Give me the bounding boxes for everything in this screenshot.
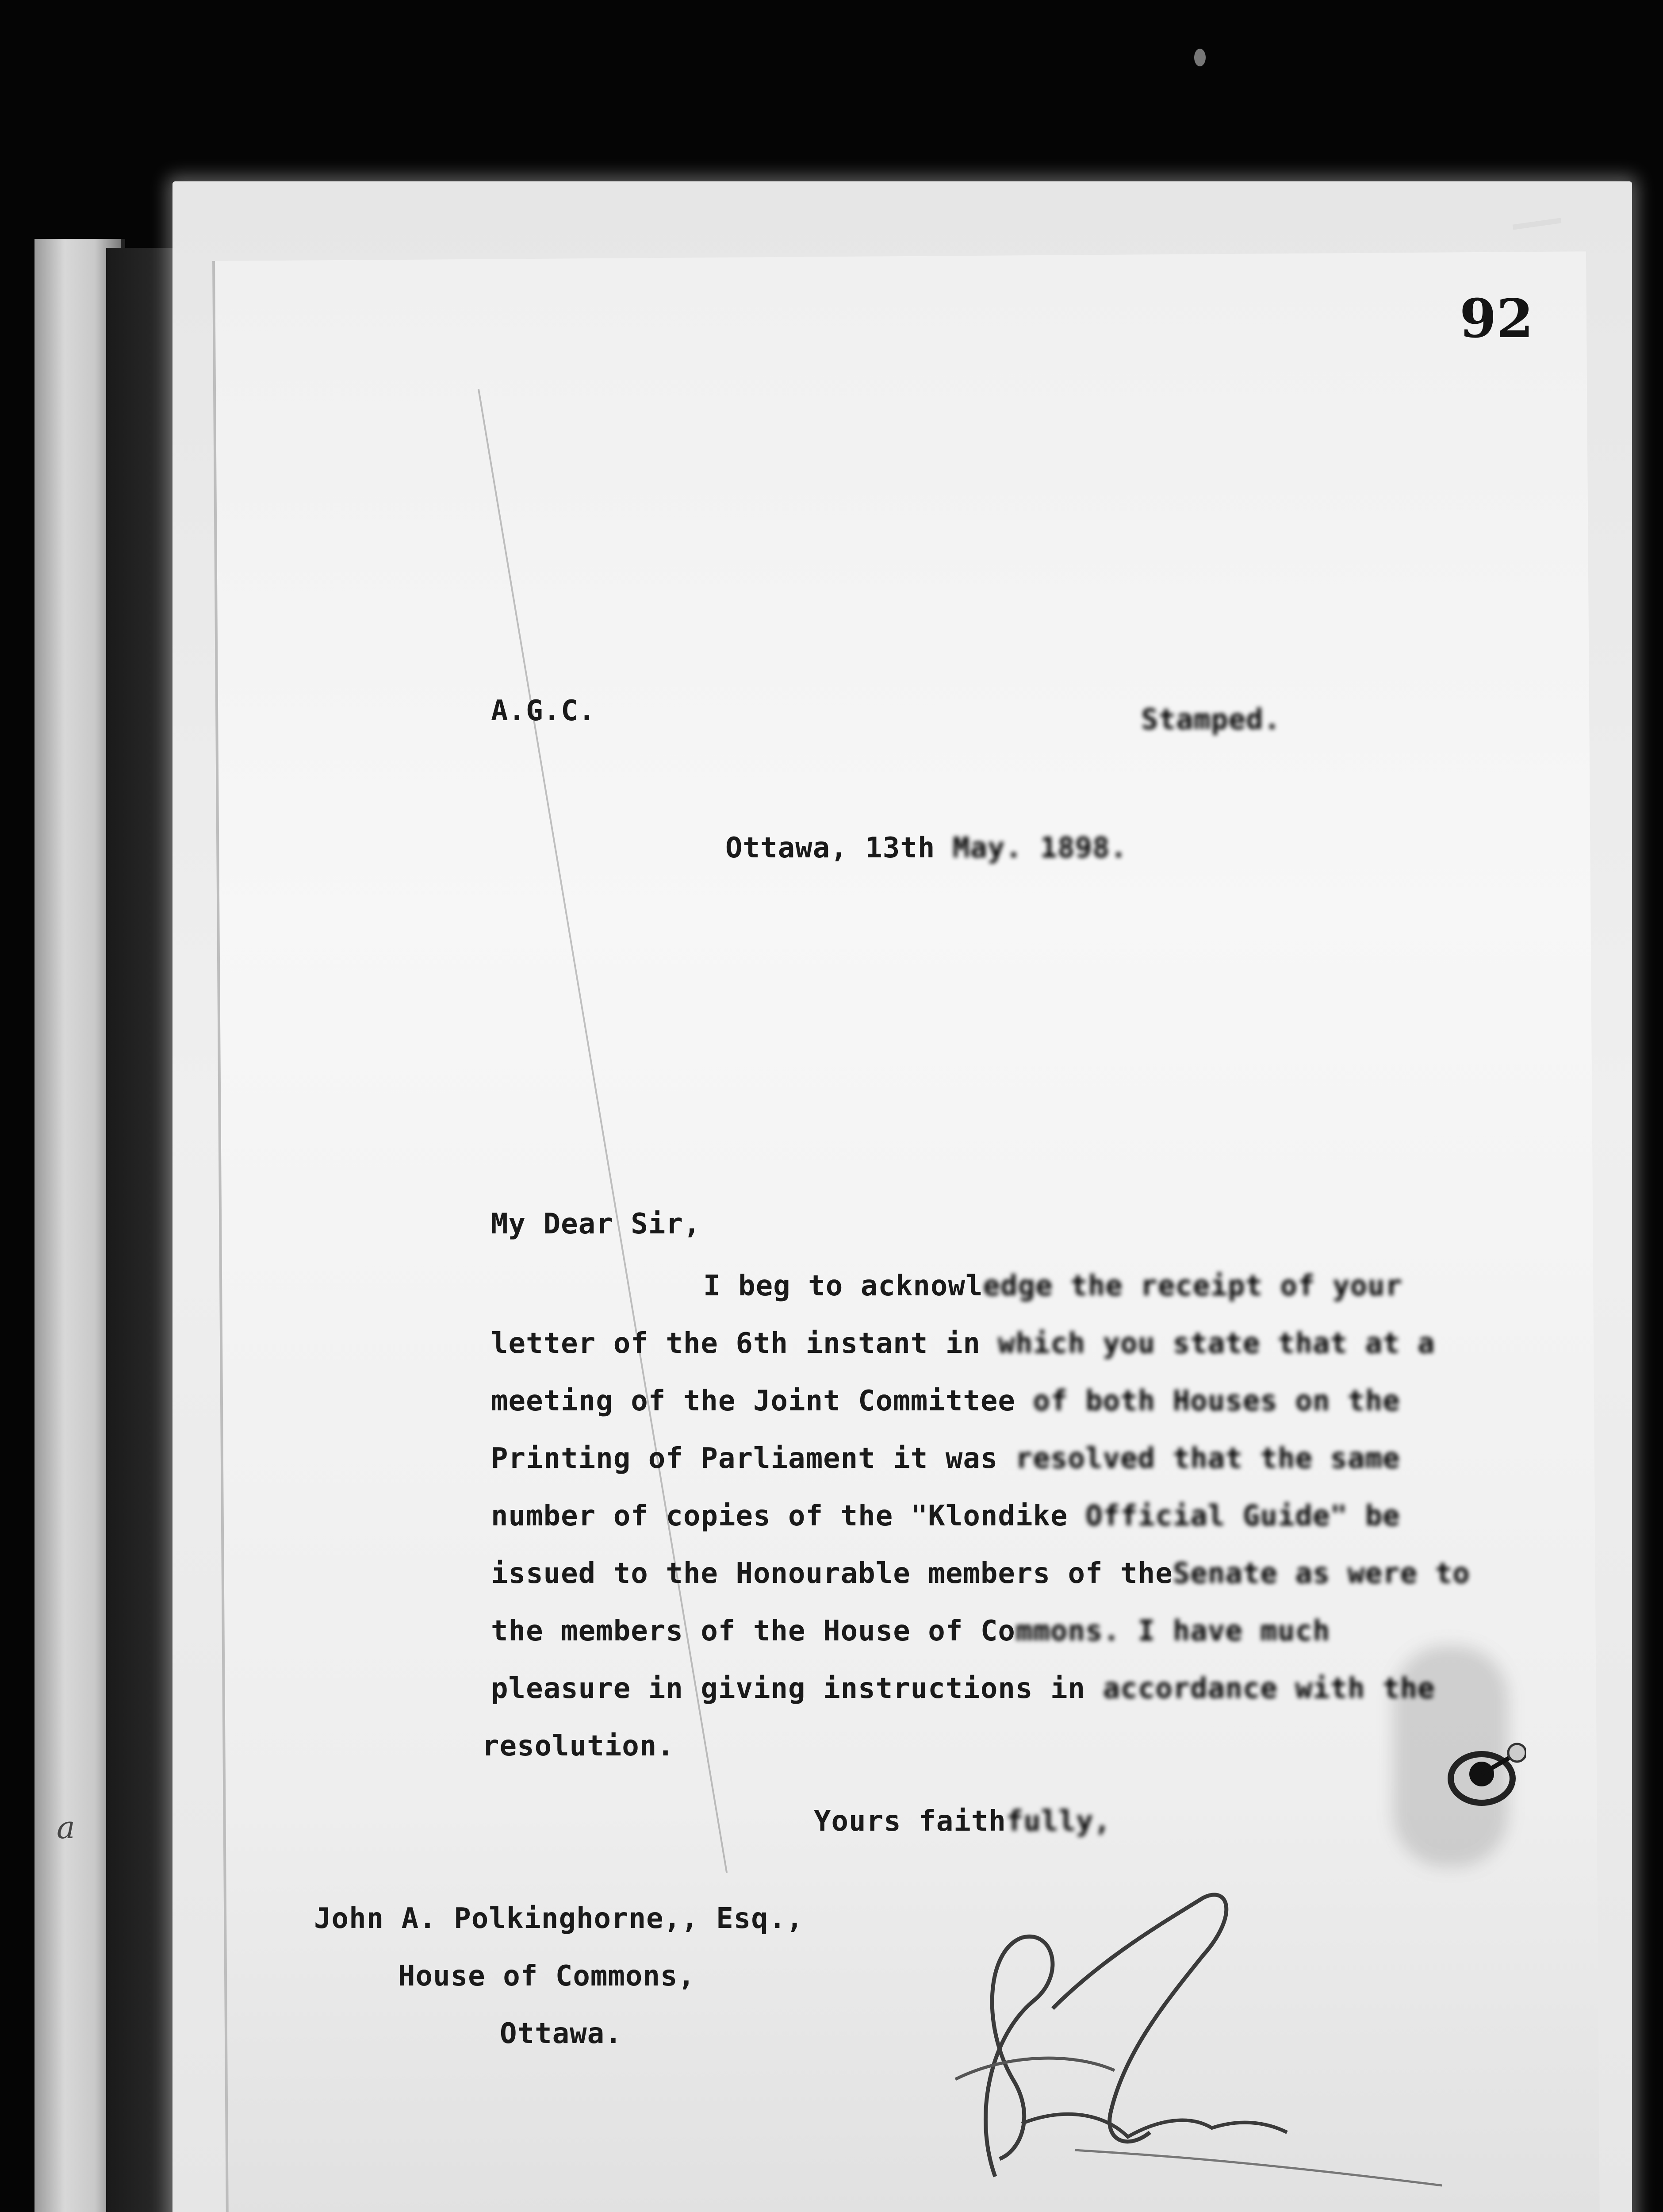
- page-number: 92: [1460, 288, 1533, 350]
- body-line-4-clear: Printing of Parliament it was: [491, 1442, 998, 1475]
- body-line-5-blurred: Official Guide" be: [1085, 1500, 1400, 1532]
- dateline-clear: Ottawa, 13th: [725, 832, 935, 864]
- body-line-1-clear: I beg to acknowl: [703, 1270, 983, 1302]
- closing-clear: Yours faith: [814, 1805, 1006, 1838]
- body-line-7: [491, 1615, 1330, 1647]
- body-line-8: [491, 1672, 1435, 1705]
- body-line-5: [491, 1500, 1400, 1532]
- body-line-8-blurred: accordance with the: [1103, 1672, 1435, 1705]
- dateline: [725, 832, 1127, 864]
- body-line-9: resolution.: [482, 1730, 674, 1763]
- body-line-7-clear: the members of the House of Co: [491, 1615, 1015, 1647]
- body-line-8-clear: pleasure in giving instructions in: [491, 1672, 1086, 1705]
- reference-stamp: Stamped.: [1141, 703, 1281, 736]
- body-line-7-blurred: mmons. I have much: [1015, 1615, 1330, 1647]
- addressee-city: Ottawa.: [500, 2017, 622, 2050]
- dateline-blurred: May. 1898.: [952, 832, 1128, 864]
- pin-icon: [1437, 1730, 1526, 1818]
- addressee-name: John A. Polkinghorne,, Esq.,: [314, 1902, 804, 1935]
- closing-blurred: fully,: [1006, 1805, 1111, 1838]
- body-line-3-clear: meeting of the Joint Committee: [491, 1385, 1015, 1417]
- body-line-6: [491, 1557, 1470, 1590]
- film-speck: [1194, 49, 1206, 66]
- reference-code: A.G.C.: [491, 695, 596, 727]
- body-line-4-blurred: resolved that the same: [1015, 1442, 1400, 1475]
- body-line-6-clear: issued to the Honourable members of the: [491, 1557, 1173, 1590]
- body-line-5-clear: number of copies of the "Klondike: [491, 1500, 1068, 1532]
- body-line-1-blurred: edge the receipt of your: [983, 1270, 1403, 1302]
- body-line-4: [491, 1442, 1400, 1475]
- body-line-2-blurred: which you state that at a: [998, 1327, 1435, 1360]
- margin-mark: a: [57, 1809, 75, 1846]
- addressee-house: House of Commons,: [398, 1960, 696, 1993]
- closing: [814, 1805, 1111, 1838]
- handwritten-signature: [920, 1867, 1477, 2212]
- body-line-2: [491, 1327, 1435, 1360]
- body-line-2-clear: letter of the 6th instant in: [491, 1327, 981, 1360]
- body-line-3: [491, 1385, 1400, 1417]
- salutation: My Dear Sir,: [491, 1208, 701, 1240]
- body-line-3-blurred: of both Houses on the: [1033, 1385, 1400, 1417]
- body-line-1: [703, 1270, 1402, 1302]
- body-line-6-blurred: Senate as were to: [1173, 1557, 1470, 1590]
